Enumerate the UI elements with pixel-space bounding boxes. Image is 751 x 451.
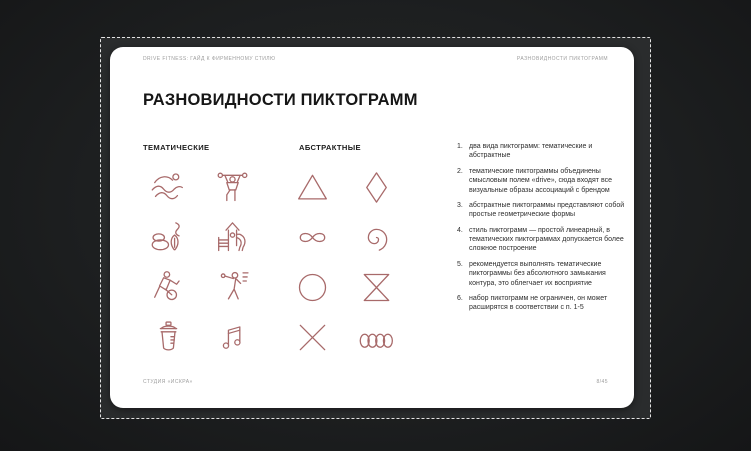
note-item — [457, 294, 627, 313]
note-text: тематические пиктограммы объединены смысловым полем «drive», сюда входят все визуальные образы ассоциаций с брендом — [469, 167, 612, 194]
slide-meta-left: DRIVE FITNESS: ГАЙД К ФИРМЕННОМУ СТИЛЮ — [143, 56, 276, 62]
pictogram-coil — [344, 312, 408, 362]
page-number: 8/45 — [596, 379, 608, 385]
note-text: стиль пиктограмм — простой линеарный, в тематических пиктограммах допускается более сложное построение — [469, 226, 624, 253]
circle-icon — [293, 268, 332, 307]
note-number: 6. — [457, 294, 463, 302]
pictogram-rhombus — [344, 162, 408, 212]
pictogram-playground-slide — [200, 212, 264, 262]
cross-icon — [293, 318, 332, 357]
shaker-bottle-icon — [149, 318, 188, 357]
note-item — [457, 226, 627, 254]
note-item — [457, 142, 627, 161]
note-text: абстрактные пиктограммы представляют собой простые геометрические формы — [469, 201, 625, 219]
triangle-icon — [293, 168, 332, 207]
pictogram-hourglass — [344, 262, 408, 312]
pictogram-circle — [280, 262, 344, 312]
note-item — [457, 260, 627, 288]
note-number: 4. — [457, 226, 463, 234]
spa-stones-icon — [149, 218, 188, 257]
note-number: 2. — [457, 167, 463, 175]
note-number: 1. — [457, 143, 463, 150]
pictogram-music-notes — [200, 312, 264, 362]
pictogram-spa-stones — [136, 212, 200, 262]
hourglass-icon — [357, 268, 396, 307]
presentation-slide — [110, 47, 634, 408]
pictogram-infinity — [280, 212, 344, 262]
exercise-bike-icon — [149, 268, 188, 307]
boxer-icon — [213, 268, 252, 307]
note-number: 3. — [457, 201, 463, 209]
abstract-pictogram-grid — [280, 162, 408, 362]
note-text: рекомендуется выполнять тематические пиктограммы без абсолютного замыкания контура, это облегчает их восприятие — [469, 260, 606, 287]
swimmer-icon — [149, 168, 188, 207]
note-text: два вида пиктограмм: тематические и абстрактные — [469, 143, 593, 160]
notes-list — [457, 142, 627, 319]
note-number: 5. — [457, 260, 463, 268]
coil-icon — [357, 318, 396, 357]
pictogram-exercise-bike — [136, 262, 200, 312]
page-title: РАЗНОВИДНОСТИ ПИКТОГРАММ — [143, 91, 418, 109]
note-text: набор пиктограмм не ограничен, он может расширятся в соответствии с п. 1-5 — [469, 294, 608, 312]
weightlifter-icon — [213, 168, 252, 207]
pictogram-swimmer — [136, 162, 200, 212]
thematic-column-header: ТЕМАТИЧЕСКИЕ — [143, 143, 210, 152]
pictogram-triangle — [280, 162, 344, 212]
abstract-column-header: АБСТРАКТНЫЕ — [299, 143, 361, 152]
slide-meta-row — [143, 56, 608, 62]
pictogram-spiral — [344, 212, 408, 262]
rhombus-icon — [357, 168, 396, 207]
slide-meta-right: РАЗНОВИДНОСТИ ПИКТОГРАММ — [516, 56, 608, 62]
studio-credit: СТУДИЯ «ИСКРА» — [143, 379, 193, 385]
slide-footer-row — [143, 379, 608, 385]
pictogram-cross — [280, 312, 344, 362]
note-item — [457, 167, 627, 195]
music-notes-icon — [213, 318, 252, 357]
infinity-icon — [293, 218, 332, 257]
thematic-pictogram-grid — [136, 162, 264, 362]
pictogram-weightlifter — [200, 162, 264, 212]
pictogram-shaker-bottle — [136, 312, 200, 362]
note-item — [457, 201, 627, 220]
playground-slide-icon — [213, 218, 252, 257]
pictogram-boxer — [200, 262, 264, 312]
spiral-icon — [357, 218, 396, 257]
